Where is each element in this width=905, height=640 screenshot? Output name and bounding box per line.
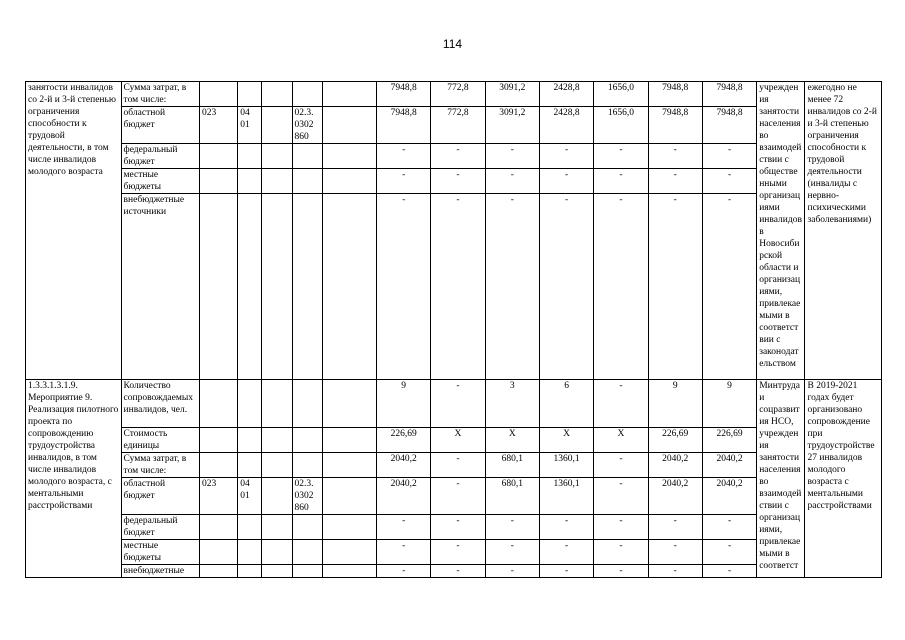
- value-cell: 7948,8: [377, 82, 431, 107]
- grbs-cell: [200, 453, 238, 478]
- indicator-cell: местные бюджеты: [121, 540, 199, 565]
- csr-cell: [292, 194, 322, 380]
- indicator-cell: федеральный бюджет: [121, 144, 199, 169]
- value-cell: 9: [377, 380, 431, 428]
- table-row: [26, 82, 882, 107]
- grbs-cell: [200, 169, 238, 194]
- table-row: [26, 380, 882, 428]
- value-cell: -: [431, 380, 485, 428]
- value-cell: 2040,2: [648, 478, 702, 515]
- value-cell: -: [377, 565, 431, 578]
- grbs-cell: 023: [200, 478, 238, 515]
- value-cell: -: [539, 540, 593, 565]
- value-cell: -: [377, 540, 431, 565]
- spacer-cell: [262, 453, 292, 478]
- csr-cell: [292, 380, 322, 428]
- spacer-cell: [262, 428, 292, 453]
- grbs-cell: [200, 428, 238, 453]
- value-cell: Х: [431, 428, 485, 453]
- grbs-cell: [200, 540, 238, 565]
- rz-pr-cell: [238, 515, 262, 540]
- value-cell: -: [485, 144, 539, 169]
- value-cell: -: [594, 478, 648, 515]
- spacer-cell: [262, 478, 292, 515]
- rz-pr-cell: 04 01: [238, 107, 262, 144]
- value-cell: 1360,1: [539, 453, 593, 478]
- measure-name-cell: 1.3.3.1.3.1.9. Мероприятие 9. Реализация пилотного проекта по сопровождению трудоустройства инвалидов, в том числе инвалидов молодого возраста, с ментальными расстройствами: [26, 380, 122, 578]
- table-row: [26, 428, 882, 453]
- value-cell: 7948,8: [702, 82, 756, 107]
- value-cell: -: [648, 515, 702, 540]
- value-cell: -: [648, 565, 702, 578]
- value-cell: 2040,2: [702, 478, 756, 515]
- value-cell: -: [485, 540, 539, 565]
- value-cell: 1656,0: [594, 107, 648, 144]
- value-cell: 2040,2: [377, 478, 431, 515]
- value-cell: -: [648, 540, 702, 565]
- value-cell: -: [431, 169, 485, 194]
- csr-cell: [292, 82, 322, 107]
- value-cell: -: [702, 194, 756, 380]
- rz-pr-cell: [238, 194, 262, 380]
- value-cell: 7948,8: [648, 82, 702, 107]
- value-cell: 680,1: [485, 478, 539, 515]
- spacer-cell: [262, 380, 292, 428]
- indicator-cell: внебюджетные: [121, 565, 199, 578]
- rz-pr-cell: [238, 380, 262, 428]
- value-cell: -: [485, 169, 539, 194]
- indicator-cell: Сумма затрат, в том числе:: [121, 82, 199, 107]
- value-cell: -: [702, 540, 756, 565]
- value-cell: 7948,8: [377, 107, 431, 144]
- table-row: [26, 478, 882, 515]
- value-cell: 7948,8: [702, 107, 756, 144]
- vr-cell: [322, 82, 376, 107]
- value-cell: 772,8: [431, 107, 485, 144]
- rz-pr-cell: [238, 565, 262, 578]
- value-cell: 9: [648, 380, 702, 428]
- table-row: [26, 540, 882, 565]
- value-cell: 1360,1: [539, 478, 593, 515]
- value-cell: -: [485, 515, 539, 540]
- value-cell: -: [702, 169, 756, 194]
- indicator-cell: Стоимость единицы: [121, 428, 199, 453]
- vr-cell: [322, 540, 376, 565]
- csr-cell: [292, 565, 322, 578]
- value-cell: Х: [594, 428, 648, 453]
- value-cell: 3: [485, 380, 539, 428]
- value-cell: 680,1: [485, 453, 539, 478]
- value-cell: -: [539, 515, 593, 540]
- value-cell: -: [539, 169, 593, 194]
- grbs-cell: [200, 565, 238, 578]
- indicator-cell: областной бюджет: [121, 107, 199, 144]
- program-table: [25, 81, 882, 578]
- table-row: [26, 515, 882, 540]
- value-cell: 2040,2: [377, 453, 431, 478]
- value-cell: 2040,2: [702, 453, 756, 478]
- result-cell: ежегодно не менее 72 инвалидов со 2-й и 3-й степенью ограничения способности к трудовой деятельности (инвалиды с нервно-психическими заболеваниями): [805, 82, 882, 380]
- vr-cell: [322, 428, 376, 453]
- grbs-cell: [200, 144, 238, 169]
- grbs-cell: [200, 194, 238, 380]
- value-cell: 2040,2: [648, 453, 702, 478]
- vr-cell: [322, 478, 376, 515]
- value-cell: 6: [539, 380, 593, 428]
- value-cell: 226,69: [377, 428, 431, 453]
- value-cell: 7948,8: [648, 107, 702, 144]
- spacer-cell: [262, 144, 292, 169]
- grbs-cell: 023: [200, 107, 238, 144]
- indicator-cell: местные бюджеты: [121, 169, 199, 194]
- csr-cell: [292, 540, 322, 565]
- value-cell: 2428,8: [539, 82, 593, 107]
- value-cell: -: [594, 565, 648, 578]
- vr-cell: [322, 380, 376, 428]
- value-cell: 3091,2: [485, 107, 539, 144]
- grbs-cell: [200, 515, 238, 540]
- value-cell: -: [485, 565, 539, 578]
- spacer-cell: [262, 194, 292, 380]
- rz-pr-cell: [238, 540, 262, 565]
- value-cell: -: [594, 169, 648, 194]
- rz-pr-cell: [238, 453, 262, 478]
- result-cell: В 2019-2021 годах будет организовано сопровождение при трудоустройстве 27 инвалидов молодого возраста с ментальными расстройствами: [805, 380, 882, 578]
- spacer-cell: [262, 540, 292, 565]
- spacer-cell: [262, 107, 292, 144]
- value-cell: -: [702, 144, 756, 169]
- value-cell: Х: [539, 428, 593, 453]
- value-cell: -: [702, 515, 756, 540]
- value-cell: -: [594, 453, 648, 478]
- indicator-cell: Количество сопровождаемых инвалидов, чел.: [121, 380, 199, 428]
- value-cell: -: [431, 540, 485, 565]
- vr-cell: [322, 565, 376, 578]
- value-cell: -: [377, 515, 431, 540]
- grbs-cell: [200, 82, 238, 107]
- value-cell: 226,69: [702, 428, 756, 453]
- executor-cell: Минтруда и соцразвития НСО, учреждения занятости населения во взаимодействии с организациями, привлекаемыми в соответст: [757, 380, 805, 578]
- value-cell: -: [485, 194, 539, 380]
- csr-cell: [292, 453, 322, 478]
- value-cell: 3091,2: [485, 82, 539, 107]
- indicator-cell: областной бюджет: [121, 478, 199, 515]
- value-cell: -: [431, 194, 485, 380]
- value-cell: -: [594, 380, 648, 428]
- rz-pr-cell: [238, 169, 262, 194]
- indicator-cell: федеральный бюджет: [121, 515, 199, 540]
- vr-cell: [322, 107, 376, 144]
- value-cell: -: [431, 144, 485, 169]
- value-cell: -: [594, 515, 648, 540]
- executor-cell: учреждения занятости населения во взаимодействии с общественными организациями инвалидов в Новосибирской области и организациями, привлекаемыми в соответствии с законодательством: [757, 82, 805, 380]
- value-cell: -: [377, 194, 431, 380]
- page-number: 114: [442, 37, 463, 51]
- spacer-cell: [262, 565, 292, 578]
- value-cell: -: [431, 515, 485, 540]
- vr-cell: [322, 169, 376, 194]
- table-row: [26, 107, 882, 144]
- value-cell: 9: [702, 380, 756, 428]
- value-cell: -: [377, 169, 431, 194]
- value-cell: 1656,0: [594, 82, 648, 107]
- table-row: [26, 565, 882, 578]
- value-cell: -: [594, 540, 648, 565]
- csr-cell: [292, 515, 322, 540]
- value-cell: 772,8: [431, 82, 485, 107]
- rz-pr-cell: [238, 144, 262, 169]
- csr-cell: [292, 169, 322, 194]
- value-cell: -: [539, 194, 593, 380]
- table-body: [26, 82, 882, 578]
- measure-name-cell: занятости инвалидов со 2-й и 3-й степенью ограничения способности к трудовой деятельности, в том числе инвалидов молодого возраста: [26, 82, 122, 380]
- value-cell: -: [594, 194, 648, 380]
- value-cell: -: [648, 169, 702, 194]
- vr-cell: [322, 144, 376, 169]
- value-cell: -: [702, 565, 756, 578]
- csr-cell: [292, 144, 322, 169]
- csr-cell: 02.3. 0302 860: [292, 478, 322, 515]
- value-cell: 2428,8: [539, 107, 593, 144]
- indicator-cell: Сумма затрат, в том числе:: [121, 453, 199, 478]
- vr-cell: [322, 453, 376, 478]
- grbs-cell: [200, 380, 238, 428]
- vr-cell: [322, 194, 376, 380]
- value-cell: Х: [485, 428, 539, 453]
- table-row: [26, 453, 882, 478]
- rz-pr-cell: [238, 428, 262, 453]
- value-cell: -: [648, 194, 702, 380]
- value-cell: -: [431, 453, 485, 478]
- table-row: [26, 194, 882, 380]
- csr-cell: [292, 428, 322, 453]
- value-cell: -: [539, 565, 593, 578]
- spacer-cell: [262, 169, 292, 194]
- vr-cell: [322, 515, 376, 540]
- rz-pr-cell: 04 01: [238, 478, 262, 515]
- spacer-cell: [262, 82, 292, 107]
- indicator-cell: внебюджетные источники: [121, 194, 199, 380]
- value-cell: -: [377, 144, 431, 169]
- value-cell: -: [431, 565, 485, 578]
- csr-cell: 02.3. 0302 860: [292, 107, 322, 144]
- value-cell: -: [594, 144, 648, 169]
- table-row: [26, 169, 882, 194]
- spacer-cell: [262, 515, 292, 540]
- value-cell: -: [431, 478, 485, 515]
- value-cell: 226,69: [648, 428, 702, 453]
- rz-pr-cell: [238, 82, 262, 107]
- value-cell: -: [539, 144, 593, 169]
- value-cell: -: [648, 144, 702, 169]
- table-row: [26, 144, 882, 169]
